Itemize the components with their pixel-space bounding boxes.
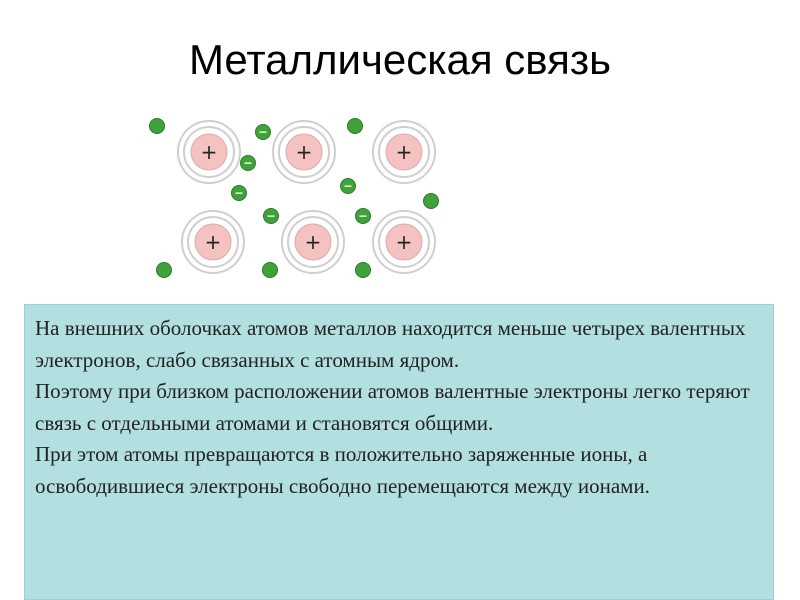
metal-ion-1 [178,121,240,183]
free-electron-4 [157,263,172,278]
metal-ion-5 [282,211,344,273]
ion-charge-label: + [200,140,218,164]
ion-charge-label: + [204,230,222,254]
electron-charge-label: − [266,209,276,223]
electron-charge-label: − [358,209,368,223]
ion-charge-label: + [304,230,322,254]
ion-charge-label: + [395,140,413,164]
metal-ion-2 [273,121,335,183]
electron-charge-label: − [258,125,268,139]
description-box [24,304,774,600]
ions-group [178,121,435,273]
electron-2 [241,156,256,171]
free-electron-2 [348,119,363,134]
free-electron-6 [356,263,371,278]
description-paragraph-2: Поэтому при близком расположении атомов валентные электроны легко теряют связь с отдельными атомами и становятся общими. [35,379,750,435]
free-electron-1 [150,119,165,134]
ion-charge-label: + [395,230,413,254]
electron-charge-label: − [243,156,253,170]
metal-ion-4 [182,211,244,273]
electron-1 [256,125,271,140]
slide-title: Металлическая связь [188,36,612,83]
electron-6 [356,209,371,224]
description-paragraph-1: На внешних оболочках атомов металлов находится меньше четырех валентных электронов, слабо связанных с атомным ядром. [35,316,746,372]
electron-5 [264,209,279,224]
electron-charge-label: − [234,186,244,200]
description-paragraph-3: При этом атомы превращаются в положительно заряженные ионы, а освободившиеся электроны свободно перемещаются между ионами. [35,442,650,498]
electron-3 [232,186,247,201]
electron-charge-label: − [343,179,353,193]
ion-charge-label: + [295,140,313,164]
electron-4 [341,179,356,194]
free-electron-5 [263,263,278,278]
free-electron-3 [424,194,439,209]
metal-ion-6 [373,211,435,273]
metal-ion-3 [373,121,435,183]
